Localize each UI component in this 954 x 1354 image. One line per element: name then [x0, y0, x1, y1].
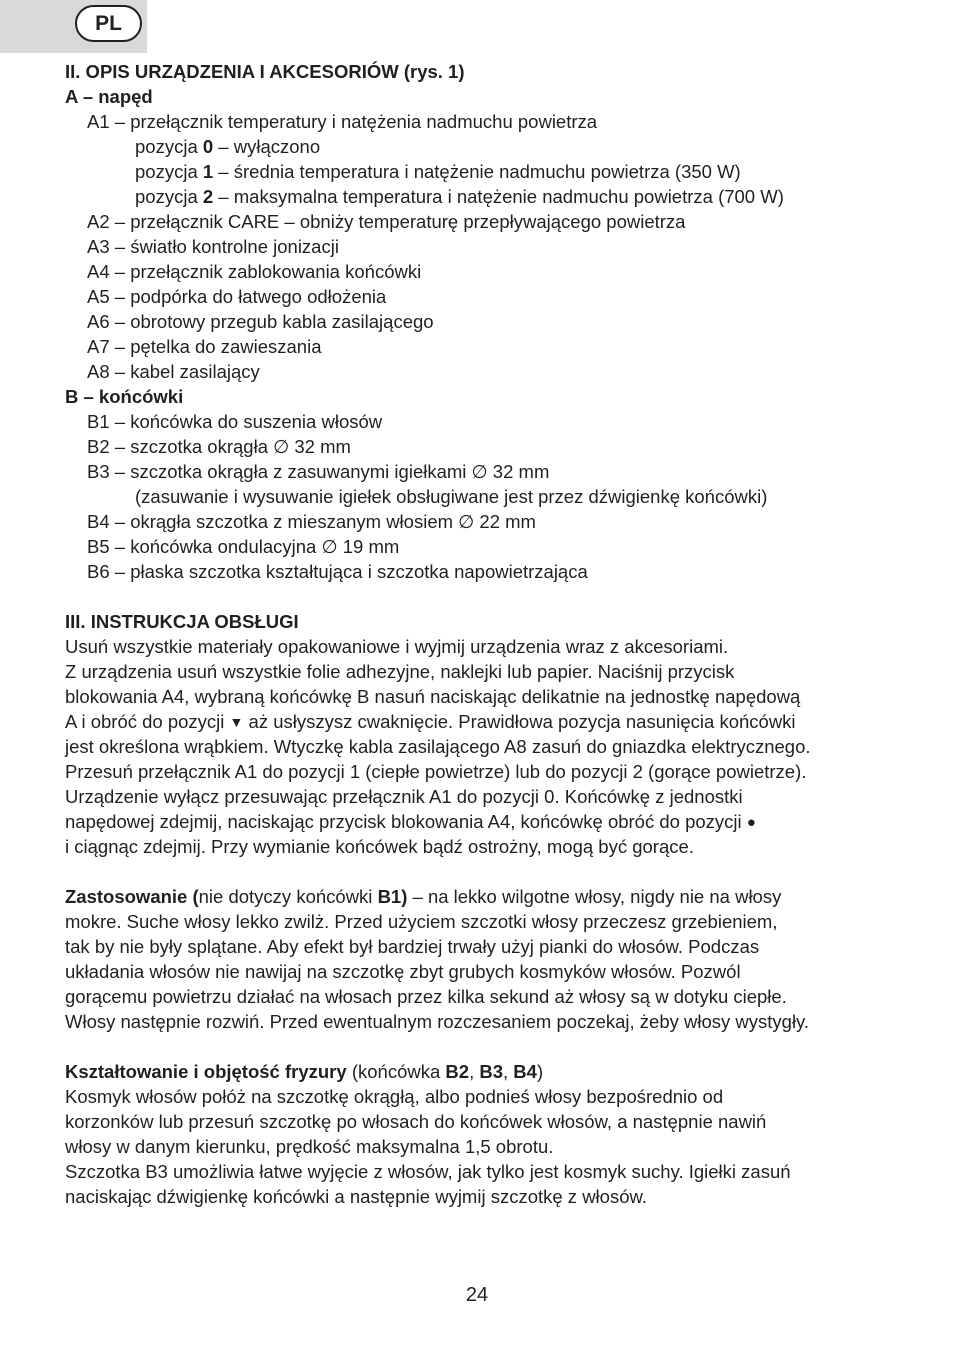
paragraph-line: Urządzenie wyłącz przesuwając przełącznik A1 do pozycji 0. Końcówkę z jednostki — [65, 786, 743, 807]
item-a4: A4 – przełącznik zablokowania końcówki — [87, 261, 422, 282]
item-a8: A8 – kabel zasilający — [87, 361, 260, 382]
item-a1-position-2: pozycja 2 – maksymalna temperatura i natężenie nadmuchu powietrza (700 W) — [135, 186, 784, 207]
paragraph-line: układania włosów nie nawijaj na szczotkę zbyt grubych kosmyków włosów. Pozwól — [65, 961, 741, 982]
item-a6: A6 – obrotowy przegub kabla zasilającego — [87, 311, 434, 332]
styling-heading-line: Kształtowanie i objętość fryzury (końcówka B2, B3, B4) — [65, 1061, 544, 1082]
item-b6: B6 – płaska szczotka kształtująca i szczotka napowietrzająca — [87, 561, 588, 582]
section-title-description: II. OPIS URZĄDZENIA I AKCESORIÓW (rys. 1) — [65, 61, 465, 82]
diameter-icon: ∅ — [273, 436, 290, 457]
paragraph-line: Włosy następnie rozwiń. Przed ewentualnym rozczesaniem poczekaj, żeby włosy wystygły. — [65, 1011, 810, 1032]
paragraph-line: blokowania A4, wybraną końcówkę B nasuń naciskając delikatnie na jednostkę napędową — [65, 686, 801, 707]
spacer — [65, 1034, 925, 1059]
item-b2: B2 – szczotka okrągła ∅ 32 mm — [87, 436, 351, 457]
paragraph-line: Przesuń przełącznik A1 do pozycji 1 (ciepłe powietrze) lub do pozycji 2 (gorące powietrze). — [65, 761, 807, 782]
paragraph-line: Szczotka B3 umożliwia łatwe wyjęcie z włosów, jak tylko jest kosmyk suchy. Igiełki zasuń — [65, 1161, 791, 1182]
paragraph-line: A i obróć do pozycji ▼ aż usłyszysz cwaknięcie. Prawidłowa pozycja nasunięcia końcówki — [65, 711, 796, 732]
item-b4: B4 – okrągła szczotka z mieszanym włosiem ∅ 22 mm — [87, 511, 536, 532]
diameter-icon: ∅ — [458, 511, 475, 532]
page-number: 24 — [465, 1284, 489, 1306]
section-title-instructions: III. INSTRUKCJA OBSŁUGI — [65, 611, 299, 632]
item-b1: B1 – końcówka do suszenia włosów — [87, 411, 383, 432]
item-a2: A2 – przełącznik CARE – obniży temperaturę przepływającego powietrza — [87, 211, 686, 232]
item-a7: A7 – pętelka do zawieszania — [87, 336, 322, 357]
group-a-title: A – napęd — [65, 86, 153, 107]
diameter-icon: ∅ — [471, 461, 488, 482]
spacer — [65, 584, 925, 609]
item-a1-position-0: pozycja 0 – wyłączono — [135, 136, 321, 157]
paragraph-line: jest określona wrąbkiem. Wtyczkę kabla zasilającego A8 zasuń do gniazdka elektrycznego. — [65, 736, 811, 757]
item-a3: A3 – światło kontrolne jonizacji — [87, 236, 339, 257]
usage-heading-line: Zastosowanie (nie dotyczy końcówki B1) – na lekko wilgotne włosy, nigdy nie na włosy — [65, 886, 782, 907]
language-badge: PL — [75, 5, 142, 42]
triangle-down-icon: ▼ — [229, 714, 244, 730]
paragraph-line: Z urządzenia usuń wszystkie folie adhezyjne, naklejki lub papier. Naciśnij przycisk — [65, 661, 735, 682]
item-a1: A1 – przełącznik temperatury i natężenia nadmuchu powietrza — [87, 111, 598, 132]
paragraph-line: włosy w danym kierunku, prędkość maksymalna 1,5 obrotu. — [65, 1136, 554, 1157]
item-a1-position-1: pozycja 1 – średnia temperatura i natężenie nadmuchu powietrza (350 W) — [135, 161, 741, 182]
paragraph-line: naciskając dźwigienkę końcówki a następnie wyjmij szczotkę z włosów. — [65, 1186, 647, 1207]
paragraph-line: mokre. Suche włosy lekko zwilż. Przed użyciem szczotki włosy przeczesz grzebieniem, — [65, 911, 778, 932]
paragraph-line: Kosmyk włosów połóż na szczotkę okrągłą, albo podnieś włosy bezpośrednio od — [65, 1086, 724, 1107]
paragraph-line: tak by nie były splątane. Aby efekt był bardziej trwały użyj pianki do włosów. Podczas — [65, 936, 760, 957]
group-b-title: B – końcówki — [65, 386, 184, 407]
page-content — [65, 59, 925, 1209]
item-b3-note: (zasuwanie i wysuwanie igiełek obsługiwane jest przez dźwigienkę końcówki) — [135, 486, 768, 507]
item-a5: A5 – podpórka do łatwego odłożenia — [87, 286, 387, 307]
paragraph-line: Usuń wszystkie materiały opakowaniowe i wyjmij urządzenia wraz z akcesoriami. — [65, 636, 729, 657]
item-b3: B3 – szczotka okrągła z zasuwanymi igiełkami ∅ 32 mm — [87, 461, 550, 482]
language-tab — [0, 0, 147, 53]
spacer — [65, 859, 925, 884]
paragraph-line: gorącemu powietrzu działać na włosach przez kilka sekund aż włosy są w dotyku ciepłe. — [65, 986, 787, 1007]
filled-circle-icon: ● — [746, 814, 756, 831]
paragraph-line: napędowej zdejmij, naciskając przycisk blokowania A4, końcówkę obróć do pozycji ● — [65, 811, 756, 832]
item-b5: B5 – końcówka ondulacyjna ∅ 19 mm — [87, 536, 400, 557]
paragraph-line: korzonków lub przesuń szczotkę po włosach do końcówek włosów, a następnie nawiń — [65, 1111, 767, 1132]
diameter-icon: ∅ — [321, 536, 338, 557]
paragraph-line: i ciągnąc zdejmij. Przy wymianie końcówek bądź ostrożny, mogą być gorące. — [65, 836, 694, 857]
